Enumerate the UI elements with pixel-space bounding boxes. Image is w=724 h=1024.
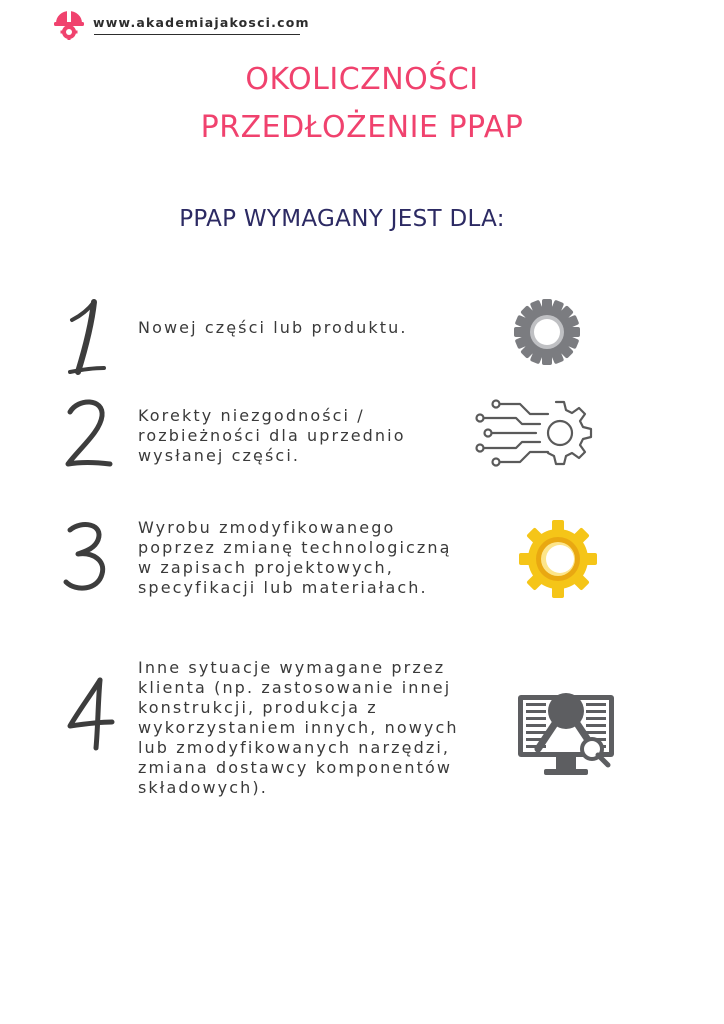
- step-number-2-label: 2: [60, 396, 61, 397]
- item-2-text: Korekty niezgodności / rozbieżności dla uprzednio wysłanej części.: [138, 406, 406, 465]
- step-number-1-label: 1: [64, 298, 65, 299]
- item-1-text: Nowej części lub produktu.: [138, 318, 408, 337]
- step-number-2: [60, 396, 116, 472]
- circuit-gear-icon: [470, 396, 600, 468]
- step-number-1: [64, 298, 116, 376]
- step-number-4-label: 4: [66, 676, 67, 677]
- page-title-line-1: OKOLICZNOŚCI: [245, 62, 479, 97]
- yellow-gear-icon: [516, 518, 600, 600]
- section-subtitle: PPAP WYMAGANY JEST DLA:: [179, 206, 505, 232]
- helmet-gear-icon: [52, 8, 86, 40]
- site-url[interactable]: www.akademiajakosci.com: [93, 14, 310, 30]
- item-3-text: Wyrobu zmodyfikowanego poprzez zmianę technologiczną w zapisach projektowych, specyfikacji lub materiałach.: [138, 518, 452, 597]
- step-number-4: [66, 676, 116, 752]
- header: [52, 8, 310, 40]
- item-4-text: Inne sytuacje wymagane przez klienta (np. zastosowanie innej konstrukcji, produkcja z wykorzystaniem innych, nowych lub zmodyfikowanych narzędzi, zmiana dostawcy komponentów składowych).: [138, 658, 459, 797]
- page-title-line-2: PRZEDŁOŻENIE PPAP: [200, 110, 524, 145]
- step-number-3-label: 3: [62, 520, 63, 521]
- step-number-3: [62, 520, 112, 594]
- url-underline: [94, 34, 300, 35]
- monitor-tools-icon: [516, 683, 616, 781]
- gear-icon: [512, 297, 582, 367]
